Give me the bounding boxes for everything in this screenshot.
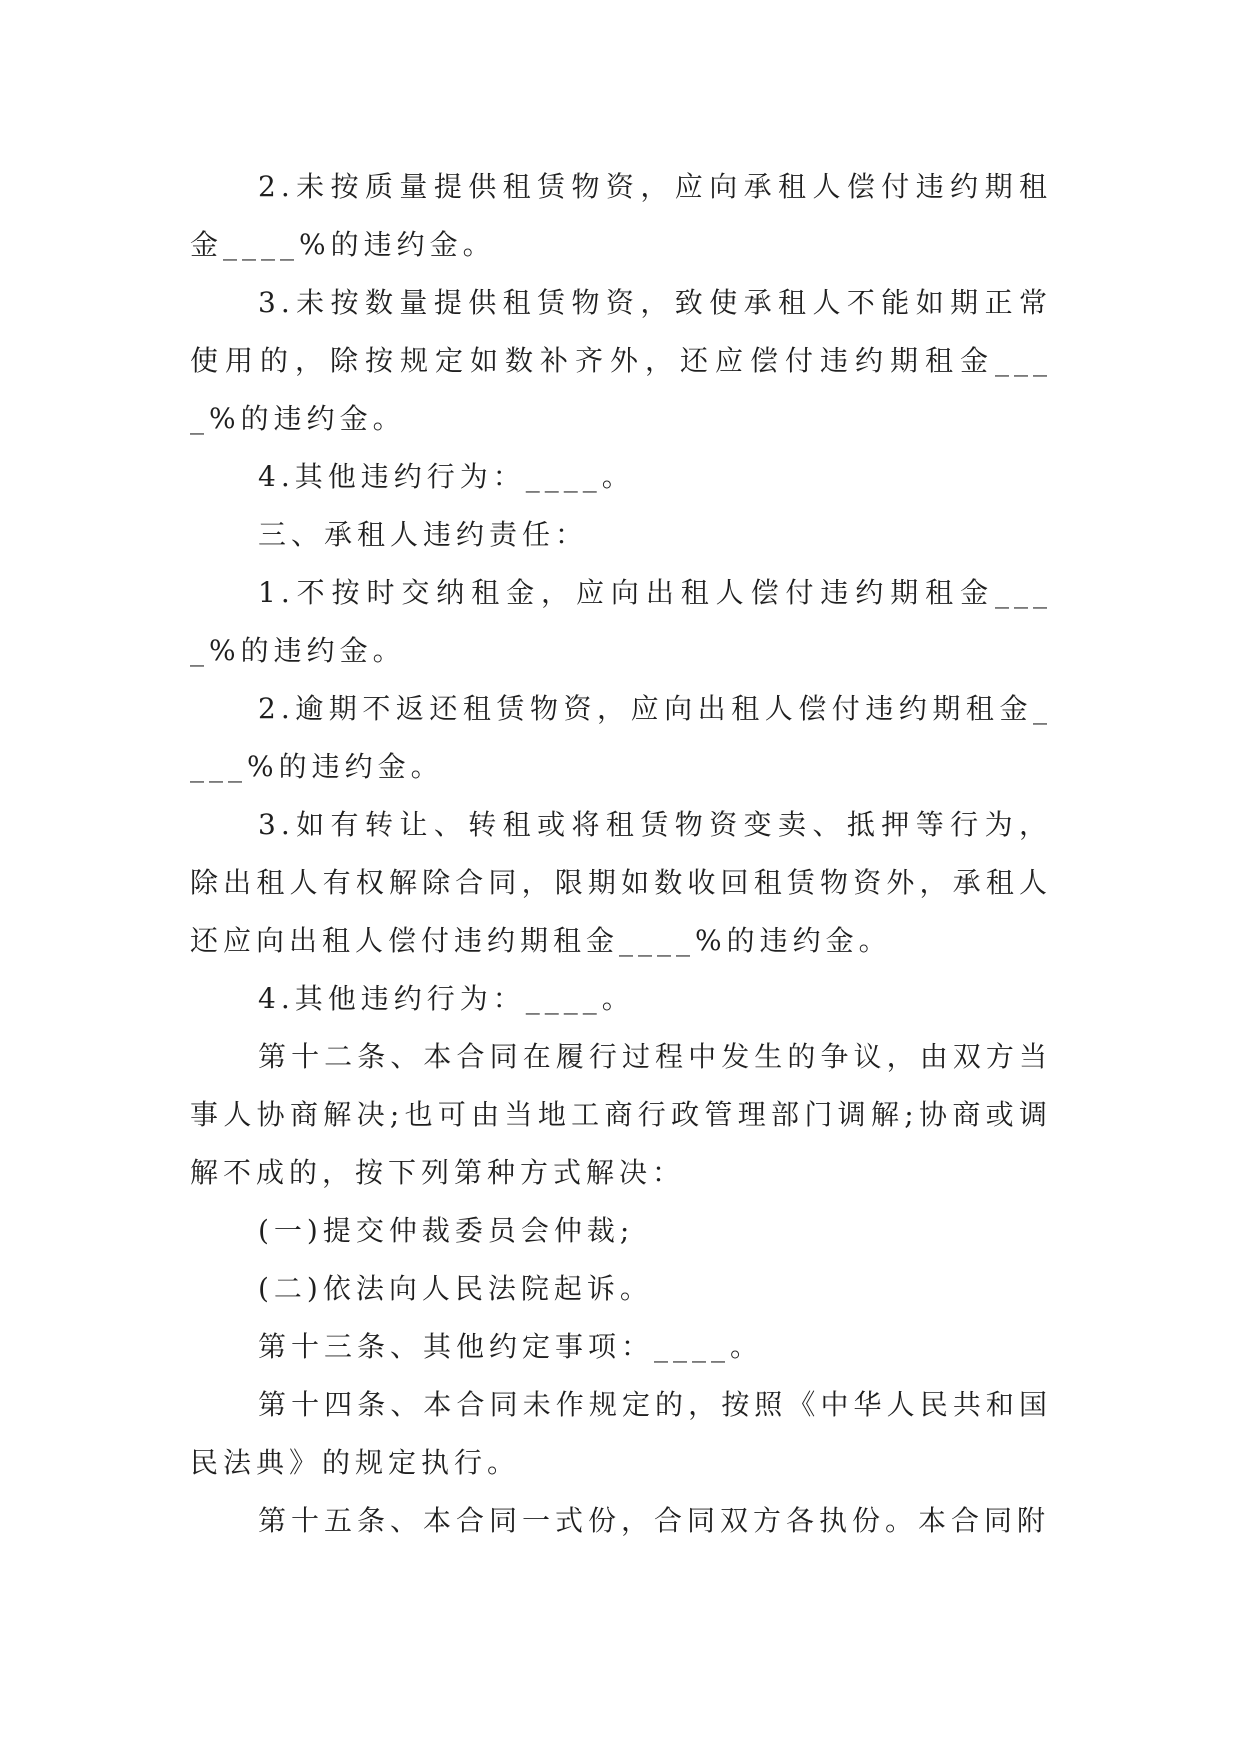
article-paragraph: 第十五条、本合同一式份，合同双方各执份。本合同附	[258, 1504, 1051, 1537]
paragraph: 3.如有转让、转租或将租赁物资变卖、抵押等行为，除出租人有权解除合同，限期如数收回租赁物资外，承租人还应向出租人偿付违约期租金____%的违约金。	[190, 808, 1052, 957]
article-paragraph: 第十三条、其他约定事项：____。	[258, 1330, 764, 1363]
paragraph: 2.未按质量提供租赁物资，应向承租人偿付违约期租金____%的违约金。	[190, 170, 1052, 261]
paragraph: 4.其他违约行为：____。	[258, 982, 635, 1015]
paragraph: 2.逾期不返还租赁物资，应向出租人偿付违约期租金____%的违约金。	[190, 692, 1052, 783]
document-page	[190, 158, 1052, 1550]
paragraph: 4.其他违约行为：____。	[258, 460, 635, 493]
article-paragraph: 第十四条、本合同未作规定的，按照《中华人民共和国民法典》的规定执行。	[190, 1388, 1052, 1479]
article-paragraph: 第十二条、本合同在履行过程中发生的争议，由双方当事人协商解决;也可由当地工商行政管理部门调解;协商或调解不成的，按下列第种方式解决：	[190, 1040, 1052, 1189]
section-heading: 三、承租人违约责任：	[258, 518, 589, 551]
paragraph: 1.不按时交纳租金，应向出租人偿付违约期租金____%的违约金。	[190, 576, 1052, 667]
paragraph: (二)依法向人民法院起诉。	[258, 1272, 653, 1305]
paragraph: (一)提交仲裁委员会仲裁;	[258, 1214, 635, 1247]
paragraph: 3.未按数量提供租赁物资，致使承租人不能如期正常使用的，除按规定如数补齐外，还应偿付违约期租金____%的违约金。	[190, 286, 1052, 435]
